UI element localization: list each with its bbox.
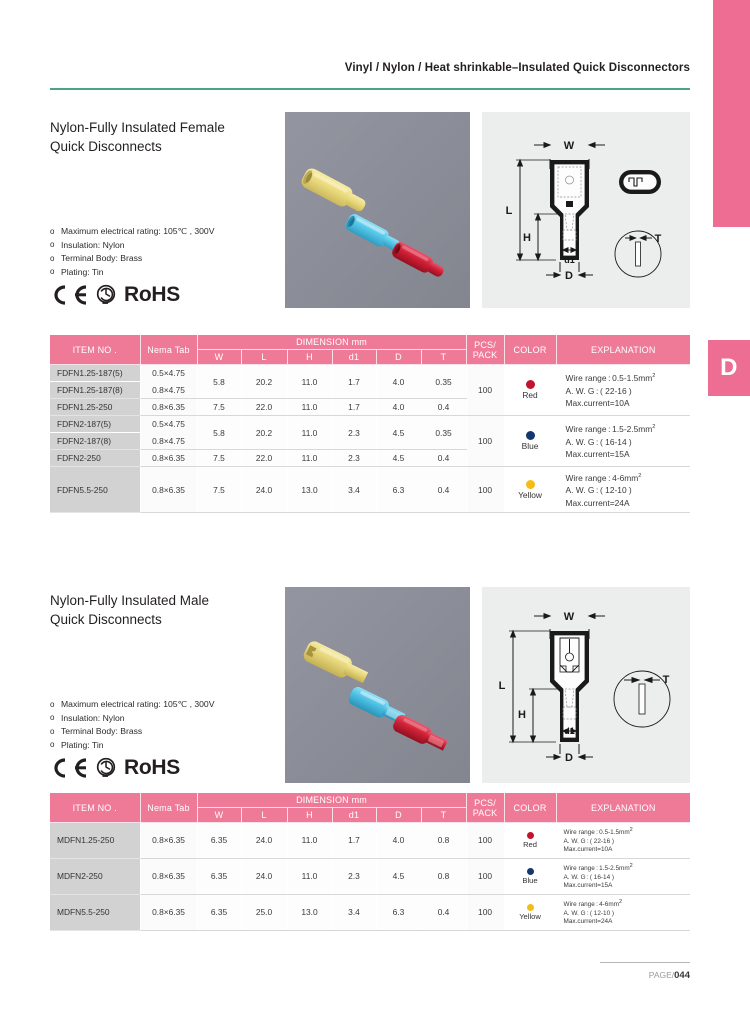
color-dot-blue: [527, 868, 534, 875]
spec-table-male: [50, 793, 690, 931]
color-dot-yellow: [526, 480, 535, 489]
cell-dim-d1: 2.3: [332, 858, 376, 894]
header-divider: [50, 88, 690, 90]
color-dot-yellow: [527, 904, 534, 911]
cell-dim-w: 7.5: [197, 399, 241, 416]
cell-dim-d: 6.3: [376, 894, 421, 930]
section-title-male: Nylon-Fully Insulated Male Quick Disconnects: [50, 593, 210, 627]
color-dot-red: [527, 832, 534, 839]
th-dim-w: W: [197, 350, 241, 365]
cell-item-no: FDFN1.25-187(8): [50, 382, 140, 399]
cell-color: [504, 858, 556, 894]
cell-dim-t: 0.4: [421, 894, 466, 930]
page-footer: [560, 970, 690, 981]
cell-dim-d1: 3.4: [332, 894, 376, 930]
ce-icon: [48, 757, 88, 779]
spec-list-female: [50, 225, 290, 279]
cell-explanation: Wire range : $0.5-1.5mm^2$ A. W. G : ( 22-16 ) Max.current=10A: [556, 823, 690, 859]
cell-color: [504, 467, 556, 513]
dim-label-D: D: [565, 270, 573, 282]
cell-dim-l: 24.0: [241, 858, 287, 894]
cell-dim-d1: 1.7: [332, 365, 376, 399]
cell-dim-d1: 1.7: [332, 823, 376, 859]
dim-label-D: D: [565, 752, 573, 764]
spec-item: o Plating: Tin: [50, 266, 290, 280]
color-label: Yellow: [518, 489, 542, 500]
cell-dim-d: 6.3: [376, 467, 421, 513]
cell-item-no: MDFN5.5-250: [50, 894, 140, 930]
table-row: [50, 823, 690, 859]
cell-dim-h: 13.0: [287, 467, 332, 513]
rohs-symbol-icon: [95, 757, 117, 779]
th-dim-h: H: [287, 808, 332, 823]
dim-label-d1: d1: [564, 726, 575, 736]
footer-divider: [600, 962, 690, 963]
cell-explanation: Wire range : $1.5-2.5mm^2$ A. W. G : ( 16-14 ) Max.current=15A: [556, 858, 690, 894]
cell-dim-d: 4.0: [376, 365, 421, 399]
cell-color: [504, 416, 556, 467]
cell-item-no: FDFN5.5-250: [50, 467, 140, 513]
cell-item-no: FDFN2-250: [50, 450, 140, 467]
dim-label-L: L: [505, 205, 513, 217]
cell-item-no: FDFN1.25-250: [50, 399, 140, 416]
dim-label-H: H: [518, 709, 526, 721]
dim-label-T: T: [662, 674, 670, 686]
page-number: 044: [674, 970, 690, 981]
th-dimension: DIMENSION mm: [197, 335, 466, 350]
table-row: [50, 365, 690, 382]
cell-dim-d1: 3.4: [332, 467, 376, 513]
cell-dim-d1: 2.3: [332, 416, 376, 450]
dim-label-L: L: [498, 680, 506, 692]
cell-dim-w: 7.5: [197, 467, 241, 513]
spec-list-male: [50, 698, 290, 752]
cell-pcs-pack: 100: [466, 416, 504, 467]
th-dim-l: L: [241, 808, 287, 823]
color-label: Yellow: [519, 911, 541, 921]
dim-label-d1: d1: [564, 255, 575, 265]
page-label: PAGE/: [648, 970, 675, 980]
cell-dim-d: 4.5: [376, 416, 421, 450]
cell-dim-d: 4.5: [376, 858, 421, 894]
th-item-no: ITEM NO .: [50, 793, 140, 823]
spec-table-female: [50, 335, 690, 513]
cell-explanation: Wire range : $1.5-2.5mm^2$ A. W. G : ( 16-14 ) Max.current=15A: [556, 416, 690, 467]
cell-dim-l: 25.0: [241, 894, 287, 930]
spec-item: o Insulation: Nylon: [50, 239, 290, 253]
cell-nema: 0.8×6.35: [140, 450, 197, 467]
product-photo-female: [285, 112, 470, 308]
rohs-label: RoHS: [124, 283, 180, 306]
cell-nema: 0.8×6.35: [140, 823, 197, 859]
cell-dim-w: 7.5: [197, 450, 241, 467]
th-dim-t: T: [421, 350, 466, 365]
table-row: [50, 467, 690, 513]
color-dot-red: [526, 380, 535, 389]
cell-nema: 0.8×6.35: [140, 467, 197, 513]
cell-pcs-pack: 100: [466, 858, 504, 894]
cell-pcs-pack: 100: [466, 894, 504, 930]
th-dim-l: L: [241, 350, 287, 365]
spec-item: o Terminal Body: Brass: [50, 725, 290, 739]
cell-nema: 0.8×4.75: [140, 433, 197, 450]
th-nema-tab: Nema Tab: [140, 793, 197, 823]
dim-label-H: H: [523, 232, 531, 244]
cell-dim-t: 0.4: [421, 467, 466, 513]
certification-marks-male: [48, 756, 180, 780]
cell-dim-h: 13.0: [287, 894, 332, 930]
cell-dim-h: 11.0: [287, 416, 332, 450]
dim-label-W: W: [563, 140, 575, 152]
rohs-symbol-icon: [95, 284, 117, 306]
cell-dim-l: 24.0: [241, 823, 287, 859]
section-title-female: Nylon-Fully Insulated Female Quick Disconnects: [50, 120, 225, 154]
cell-item-no: FDFN2-187(8): [50, 433, 140, 450]
technical-drawing-male: [482, 587, 690, 783]
table-row: [50, 416, 690, 433]
cell-nema: 0.8×4.75: [140, 382, 197, 399]
cell-dim-t: 0.35: [421, 416, 466, 450]
table-row: [50, 894, 690, 930]
cell-dim-l: 20.2: [241, 365, 287, 399]
th-dim-d: D: [376, 350, 421, 365]
th-dim-d: D: [376, 808, 421, 823]
ce-icon: [48, 284, 88, 306]
rohs-label: RoHS: [124, 756, 180, 779]
dim-label-W: W: [563, 611, 575, 623]
cell-nema: 0.5×4.75: [140, 365, 197, 382]
spec-item: o Plating: Tin: [50, 739, 290, 753]
cell-dim-w: 6.35: [197, 894, 241, 930]
th-explanation: EXPLANATION: [556, 335, 690, 365]
th-dim-d1: d1: [332, 350, 376, 365]
cell-dim-h: 11.0: [287, 399, 332, 416]
cell-dim-d: 4.5: [376, 450, 421, 467]
cell-color: [504, 365, 556, 416]
cell-dim-t: 0.4: [421, 399, 466, 416]
cell-dim-d: 4.0: [376, 823, 421, 859]
spec-item: o Maximum electrical rating: 105℃ , 300V: [50, 698, 290, 712]
cell-dim-w: 5.8: [197, 365, 241, 399]
cell-pcs-pack: 100: [466, 365, 504, 416]
cell-nema: 0.8×6.35: [140, 858, 197, 894]
cell-dim-w: 6.35: [197, 823, 241, 859]
cell-dim-d1: 1.7: [332, 399, 376, 416]
cell-nema: 0.5×4.75: [140, 416, 197, 433]
th-dim-h: H: [287, 350, 332, 365]
th-dim-w: W: [197, 808, 241, 823]
th-dim-d1: d1: [332, 808, 376, 823]
cell-item-no: MDFN1.25-250: [50, 823, 140, 859]
spec-item: o Terminal Body: Brass: [50, 252, 290, 266]
cell-dim-w: 6.35: [197, 858, 241, 894]
edge-color-bar: [713, 0, 750, 227]
cell-color: [504, 823, 556, 859]
cell-explanation: Wire range : $4-6mm^2$ A. W. G : ( 12-10 ) Max.current=24A: [556, 467, 690, 513]
dim-label-T: T: [654, 233, 662, 245]
cell-dim-w: 5.8: [197, 416, 241, 450]
spec-item: o Maximum electrical rating: 105℃ , 300V: [50, 225, 290, 239]
th-explanation: EXPLANATION: [556, 793, 690, 823]
cell-nema: 0.8×6.35: [140, 399, 197, 416]
section-letter-tab: D: [708, 340, 750, 396]
color-label: Red: [523, 839, 537, 849]
th-dimension: DIMENSION mm: [197, 793, 466, 808]
th-nema-tab: Nema Tab: [140, 335, 197, 365]
cell-dim-t: 0.8: [421, 823, 466, 859]
cell-color: [504, 894, 556, 930]
cell-explanation: Wire range : $0.5-1.5mm^2$ A. W. G : ( 22-16 ) Max.current=10A: [556, 365, 690, 416]
cell-dim-t: 0.35: [421, 365, 466, 399]
cell-item-no: FDFN1.25-187(5): [50, 365, 140, 382]
cell-dim-h: 11.0: [287, 365, 332, 399]
cell-dim-l: 24.0: [241, 467, 287, 513]
cell-pcs-pack: 100: [466, 467, 504, 513]
cell-dim-l: 20.2: [241, 416, 287, 450]
cell-dim-h: 11.0: [287, 823, 332, 859]
cell-dim-h: 11.0: [287, 450, 332, 467]
cell-dim-d: 4.0: [376, 399, 421, 416]
cell-item-no: FDFN2-187(5): [50, 416, 140, 433]
certification-marks-female: [48, 283, 180, 307]
cell-explanation: Wire range : $4-6mm^2$ A. W. G : ( 12-10 ) Max.current=24A: [556, 894, 690, 930]
color-label: Blue: [521, 441, 539, 451]
table-row: [50, 858, 690, 894]
cell-dim-t: 0.8: [421, 858, 466, 894]
cell-nema: 0.8×6.35: [140, 894, 197, 930]
color-label: Red: [522, 390, 538, 400]
cell-pcs-pack: 100: [466, 823, 504, 859]
cell-dim-l: 22.0: [241, 399, 287, 416]
th-pcs-pack: PCS/ PACK: [466, 335, 504, 365]
product-photo-male: [285, 587, 470, 783]
color-dot-blue: [526, 431, 535, 440]
spec-item: o Insulation: Nylon: [50, 712, 290, 726]
cell-dim-h: 11.0: [287, 858, 332, 894]
cell-item-no: MDFN2-250: [50, 858, 140, 894]
page-title: Vinyl / Nylon / Heat shrinkable–Insulated Quick Disconnectors: [344, 62, 690, 74]
th-color: COLOR: [504, 335, 556, 365]
cell-dim-t: 0.4: [421, 450, 466, 467]
th-dim-t: T: [421, 808, 466, 823]
technical-drawing-female: [482, 112, 690, 308]
th-pcs-pack: PCS/ PACK: [466, 793, 504, 823]
cell-dim-d1: 2.3: [332, 450, 376, 467]
color-label: Blue: [522, 875, 538, 885]
cell-dim-l: 22.0: [241, 450, 287, 467]
th-item-no: ITEM NO .: [50, 335, 140, 365]
th-color: COLOR: [504, 793, 556, 823]
